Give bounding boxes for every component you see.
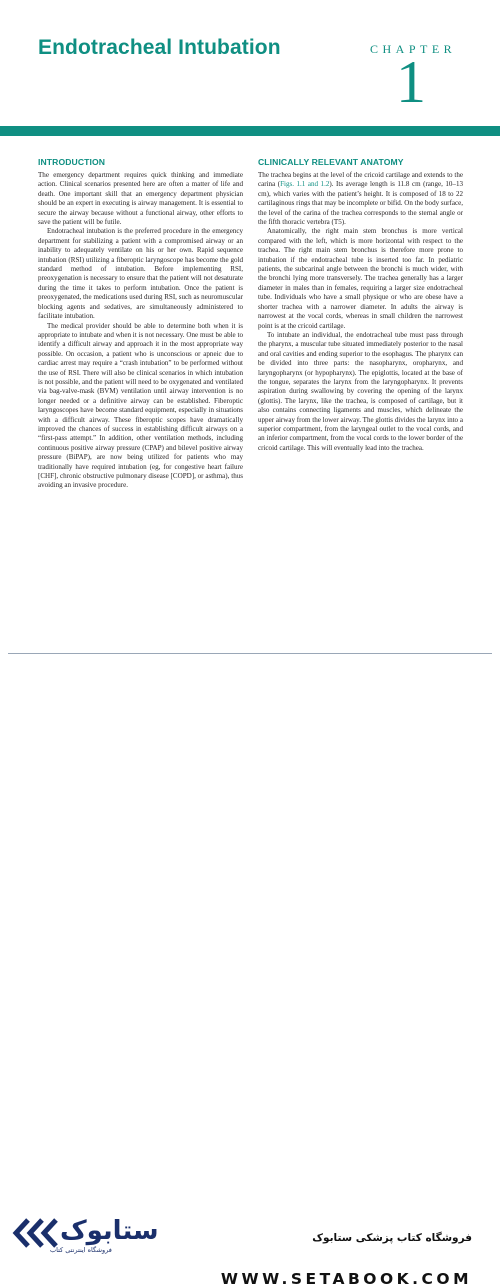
chapter-header [0, 0, 500, 128]
setabook-logo [12, 1216, 159, 1260]
chapter-number: 1 [396, 49, 426, 115]
intro-paragraph-3: The medical provider should be able to determine both when it is appropriate to intubate and when it is not necessary. One must be able to identify a difficult airway and approach it in the most appropriate way possible. On occasion, a patient who is unconscious or apneic due to cardiac arrest may require a “crash intubation” to be performed without the use of RSI. There will also be clinical scenarios in which intubation is not possible, and the patient will need to be oxygenated and ventilated via bag-valve-mask (BVM) ventilation until airway intervention is no longer needed or a definitive airway can be established. Fiberoptic laryngoscopes have become standard equipment, especially in situations with a difficult airway. These fiberoptic scopes have dramatically improved the chances of success in establishing difficult airways on a “first-pass attempt.” In addition, other ventilation methods, including continuous positive airway pressure (CPAP) and bilevel positive airway pressure (BiPAP), are now being utilized for patients who may traditionally have required intubation (eg, for congestive heart failure [CHF], chronic obstructive pulmonary disease [COPD], or asthma), thus avoiding an invasive procedure. [38, 321, 243, 490]
anatomy-paragraph-2: Anatomically, the right main stem bronchus is more vertical compared with the left, which is more horizontal with respect to the trachea. The right main stem bronchus is therefore more prone to intubation if the endotracheal tube is inserted too far. In pediatric patients, the subcarinal angle between the bronchi is much wider, with the bronchi lying more transversely. The trachea generally has a larger diameter in males than in females, requiring a larger size endotracheal tube. Individuals who have a small physique or who are obese have a shorter trachea with a narrower diameter. In adults the airway is narrowest at the vocal cords, whereas in small children the narrowest point is at the cricoid cartilage. [258, 227, 463, 330]
intro-paragraph-1: The emergency department requires quick thinking and immediate action. Clinical scenarios presented here are often a matter of life and death. One important skill that an emergency department physician should be an expert in executing is airway management. It is essential to secure the airway because without a functional airway, other efforts to save the patient will be futile. [38, 171, 243, 227]
chapter-label: CHAPTER [370, 42, 457, 56]
introduction-heading: INTRODUCTION [38, 157, 106, 167]
anatomy-paragraph-3: To intubate an individual, the endotracheal tube must pass through the pharynx, a muscular tube situated immediately posterior to the nasal and oral cavities and ending superior to the esophagus. The pharynx can be divided into three parts: the nasopharynx, oropharynx, and laryngopharynx (or hypopharynx). The epiglottis, located at the base of the tongue, separates the larynx from the laryngopharynx. It prevents aspiration during swallowing by covering the opening of the larynx (glottis). The larynx, like the trachea, is composed of cartilage, but it also contains connecting ligaments and muscles, which delineate the upper airway from the lower airway. The glottis divides the larynx into a superior compartment, from the laryngeal outlet to the vocal cords, and an inferior compartment, from the vocal cords to the lower border of the cricoid cartilage. This will eventually lead into the trachea. [258, 330, 463, 452]
website-url[interactable]: WWW.SETABOOK.COM [220, 1270, 472, 1288]
anatomy-paragraph-1 [258, 171, 463, 227]
anatomy-heading: CLINICALLY RELEVANT ANATOMY [258, 157, 404, 167]
header-band [0, 126, 500, 136]
publisher-footer [0, 602, 500, 1288]
chapter-title: Endotracheal Intubation [38, 36, 281, 59]
logo-wordmark: ستابوک [60, 1216, 159, 1246]
anatomy-p1-text-a: The trachea begins at the level of the cricoid cartilage and extends to the carina ( [258, 171, 463, 189]
logo-subtitle: فروشگاه اینترنتی کتاب [50, 1246, 112, 1254]
right-column [258, 157, 463, 453]
intro-paragraph-2: Endotracheal intubation is the preferred procedure in the emergency department for stabilizing a patient with a compromised airway or an inability to adequately ventilate on his or her own. Rapid sequence intubation (RSI) utilizing a fiberoptic laryngoscope has become the gold standard method of intubation. Before implementing RSI, preoxygenation is necessary to ensure that the patient will not desaturate during the time it takes to perform intubation. Once the patient is preoxygenated, the medications used during RSI, such as neuromuscular blocking agents and sedatives, are simultaneously administered to facilitate intubation. [38, 227, 243, 321]
chevron-logo-icon [12, 1218, 58, 1248]
footer-divider [8, 653, 492, 654]
left-column [38, 157, 243, 491]
figure-reference-link[interactable]: Figs. 1.1 and 1.2 [280, 180, 330, 189]
anatomy-p1-text-b: ). Its average length is 11.8 cm (range, 10–13 cm), which varies with the patient’s height. It is composed of 18 to 22 cartilaginous rings that may be incomplete or bifid. On the body surface, the level of the carina of the trachea corresponds to the sternal angle or the fifth thoracic vertebra (T5). [258, 180, 464, 227]
store-name: فروشگاه کتاب پزشکی ستابوک [312, 1232, 472, 1244]
